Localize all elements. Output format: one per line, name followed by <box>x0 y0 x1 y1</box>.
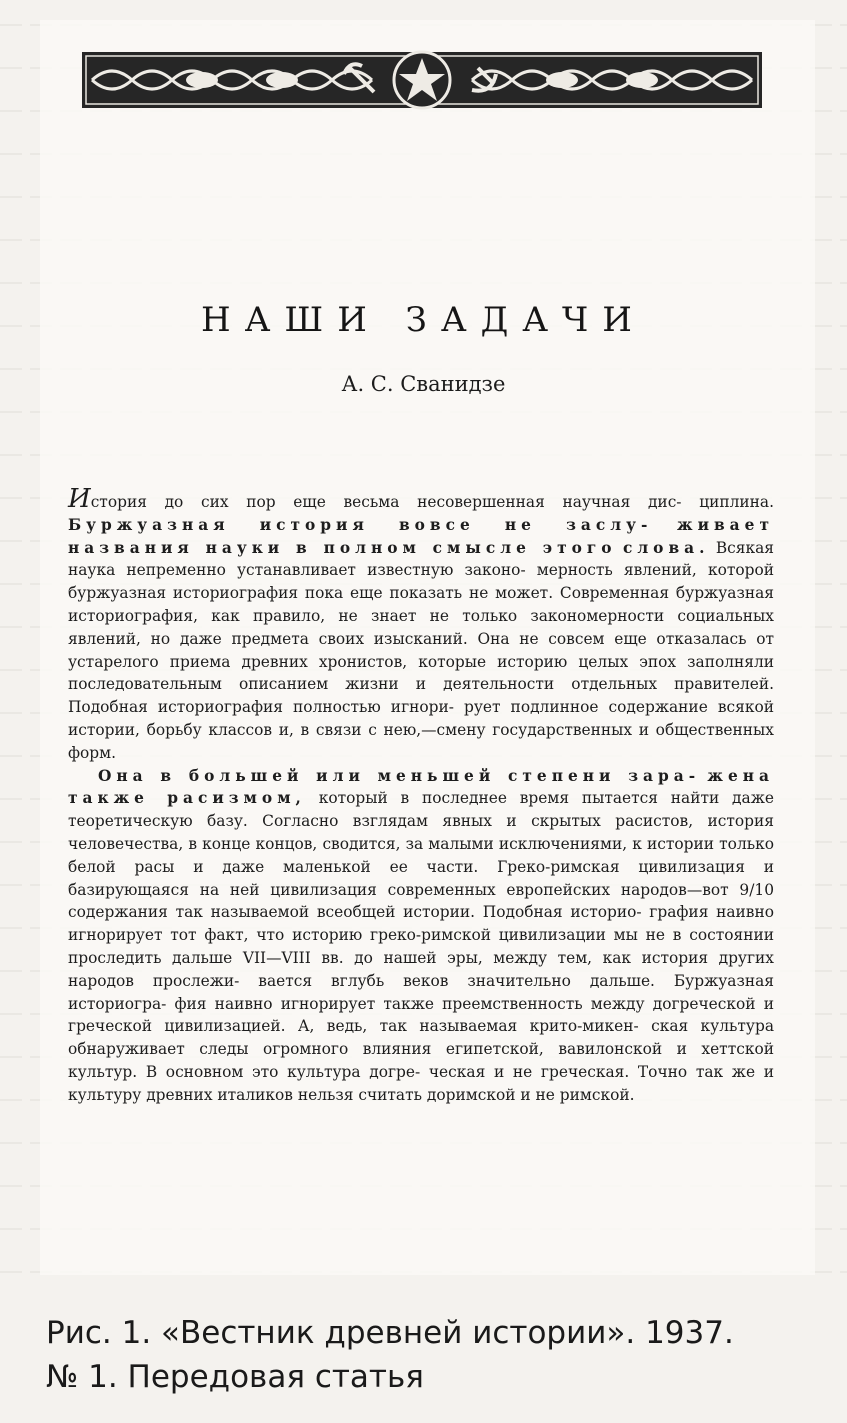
p2-line: ческая и не греческая. Точно так же и культуру древних италиков <box>68 1062 774 1104</box>
paragraph-2 <box>68 765 774 1107</box>
p1-line: Всякая наука непременно устанавливает известную законо- <box>68 538 774 580</box>
article-title: НАШИ ЗАДАЧИ <box>201 300 646 340</box>
p2-line: графия наивно игнорирует тот факт, что историю греко-римской <box>68 903 774 945</box>
p1-line: рует подлинное содержание всякой истории, борьбу классов и, в <box>68 698 774 739</box>
p2-line: который в последнее время <box>318 789 570 808</box>
p2-line: содержания так называемой всеобщей истории. Подобная историо- <box>68 903 642 922</box>
p1-line: стория до сих пор еще весьма несовершенная научная дис- <box>90 493 682 511</box>
p1-line: отдельных правителей. Подобная историография полностью игнори- <box>68 675 775 717</box>
p2-line: цивилизации мы не в состоянии проследить дальше VII—VIII вв. <box>68 926 774 967</box>
p1-line: заполняли последовательным описанием жизни и деятельности <box>68 652 774 694</box>
p1-line: но даже предмета своих изысканий. Она не совсем еще отказалась от <box>150 629 774 648</box>
paragraph-1 <box>68 486 774 765</box>
p2-spaced-line: жена также расизмом, <box>68 766 774 808</box>
p1-line: правило, не знает не только закономерности социальных явлений, <box>68 606 774 648</box>
p1-line: связи с нею,—смену государственных и общественных форм. <box>68 720 774 762</box>
soviet-ornament-band <box>82 44 762 114</box>
drop-letter: И <box>68 484 91 514</box>
article-author: А. С. Сванидзе <box>341 372 506 396</box>
p2-line: вается вглубь веков значительно дальше. Буржуазная историогра- <box>68 971 774 1013</box>
p2-line: пытается найти даже теоретическую базу. Согласно взглядам явных <box>68 789 774 831</box>
p1-line: показать не может. Современная буржуазная историография, как <box>68 584 774 625</box>
p1-spaced-line: живает названия науки в полном смысле этого <box>68 515 774 557</box>
article-body <box>68 486 774 1107</box>
p1-line: мерность явлений, которой буржуазная историография пока еще <box>68 561 774 603</box>
p2-line: за малыми исключениями, к истории только белой расы и даже <box>68 834 774 876</box>
p2-line: нельзя считать доримской и не римской. <box>297 1085 635 1104</box>
p2-line: маленькой ее части. Греко-римская цивилизация и базирующаяся <box>68 857 774 899</box>
p2-line: и греческой цивилизацией. А, ведь, так называемая крито-микен- <box>68 994 774 1036</box>
p1-line: циплина. <box>699 493 774 511</box>
caption-line-1: Рис. 1. «Вестник древней истории». 1937. <box>46 1315 734 1351</box>
p2-line: и скрытых расистов, история человечества, в конце концов, сводится, <box>68 812 774 853</box>
p1-spaced-line: слова. <box>622 538 710 557</box>
caption-line-2: № 1. Передовая статья <box>46 1359 424 1395</box>
p2-line: до нашей эры, между тем, как история других народов прослежи- <box>68 948 774 990</box>
p2-line: фия наивно игнорирует также преемственность между догреческой <box>174 994 756 1013</box>
p2-line: вавилонской и хеттской культур. В основном это культура догре- <box>68 1040 774 1081</box>
figure-caption <box>46 1311 826 1399</box>
p1-spaced-line: Буржуазная история вовсе не заслу- <box>68 515 653 534</box>
p1-line: устарелого приема древних хронистов, которые историю целых эпох <box>68 652 677 671</box>
p2-line: ская культура обнаруживает следы огромного влияния египетской, <box>68 1017 774 1059</box>
p2-spaced-line: Она в большей или меньшей степени зара- <box>98 766 701 785</box>
p2-line: на ней цивилизация современных европейских народов—вот 9/10 <box>199 880 774 899</box>
